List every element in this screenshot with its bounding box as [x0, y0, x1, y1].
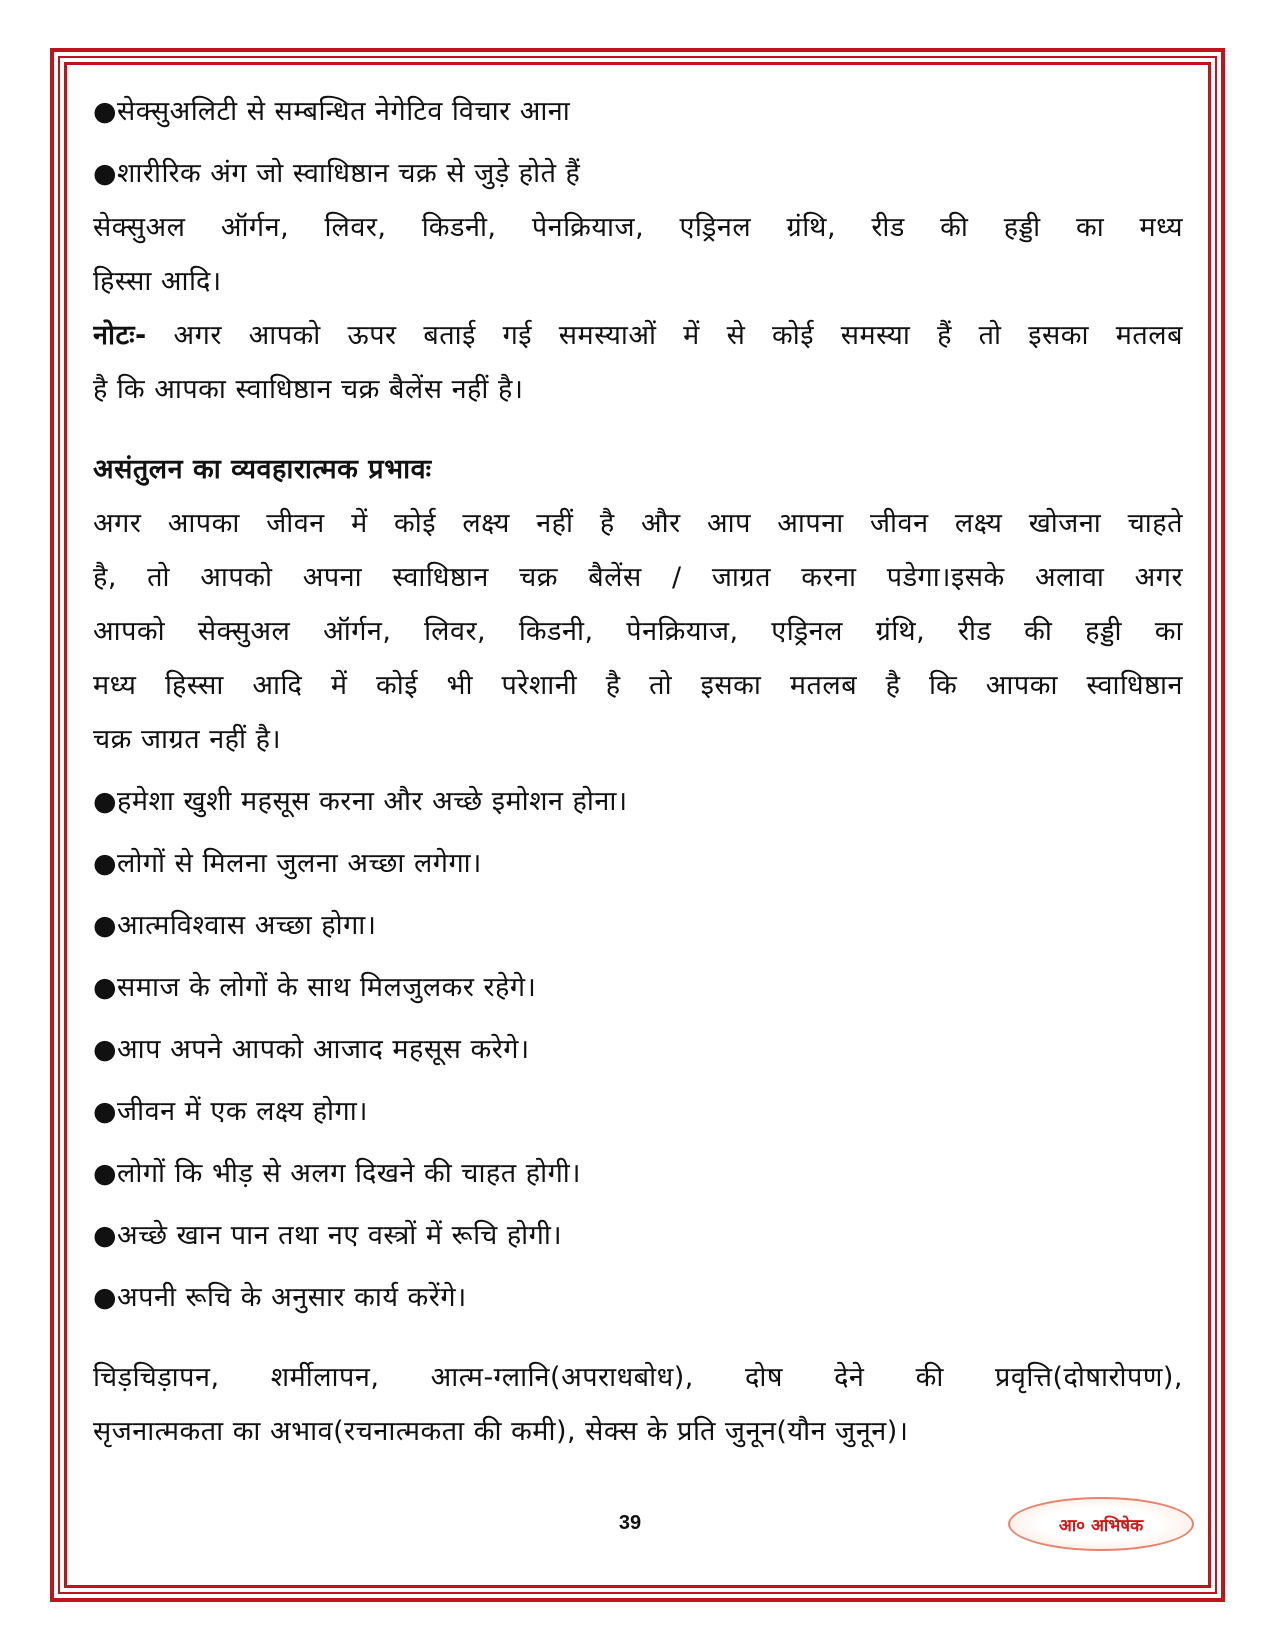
bullet-line: ●शारीरिक अंग जो स्वाधिष्ठान चक्र से जुड़े होते हैं — [93, 158, 581, 189]
text-line: हिस्सा आदि। — [93, 266, 222, 297]
list-item: ●हमेशा खुशी महसूस करना और अच्छे इमोशन होना। — [93, 786, 628, 817]
list-item: ●आप अपने आपको आजाद महसूस करेगे। — [93, 1034, 530, 1065]
list-item: ●लोगों कि भीड़ से अलग दिखने की चाहत होगी। — [93, 1158, 581, 1189]
page-number: 39 — [618, 1512, 642, 1534]
text-line: सेक्सुअल ऑर्गन, लिवर, किडनी, पेनक्रियाज, एड्रिनल ग्रंथि, रीड की हड्डी का मध्य — [93, 212, 1183, 243]
list-item: ●लोगों से मिलना जुलना अच्छा लगेगा। — [93, 848, 482, 879]
list-item: ●अपनी रूचि के अनुसार कार्य करेंगे। — [93, 1282, 467, 1313]
note-text: अगर आपको ऊपर बताई गई समस्याओं में से कोई समस्या हैं तो इसका मतलब — [173, 320, 1183, 351]
author-name: आ० अभिषेक — [1058, 1515, 1144, 1536]
paragraph-line: मध्य हिस्सा आदि में कोई भी परेशानी है तो इसका मतलब है कि आपका स्वाधिष्ठान — [93, 670, 1183, 701]
list-item: ●समाज के लोगों के साथ मिलजुलकर रहेगे। — [93, 972, 537, 1003]
paragraph-line: अगर आपका जीवन में कोई लक्ष्य नहीं है और आप आपना जीवन लक्ष्य खोजना चाहते — [93, 508, 1183, 539]
paragraph-line: चक्र जाग्रत नहीं है। — [93, 724, 282, 755]
closing-line: सृजनात्मकता का अभाव(रचनात्मकता की कमी), सेक्स के प्रति जुनून(यौन जुनून)। — [93, 1416, 909, 1447]
paragraph-line: है, तो आपको अपना स्वाधिष्ठान चक्र बैलेंस / जाग्रत करना पडेगा।इसके अलावा अगर — [93, 562, 1183, 593]
section-heading: असंतुलन का व्यवहारात्मक प्रभावः — [93, 454, 432, 485]
paragraph-line: आपको सेक्सुअल ऑर्गन, लिवर, किडनी, पेनक्रियाज, एड्रिनल ग्रंथि, रीड की हड्डी का — [93, 616, 1183, 647]
list-item: ●जीवन में एक लक्ष्य होगा। — [93, 1096, 368, 1127]
bullet-line: ●सेक्सुअलिटी से सम्बन्धित नेगेटिव विचार आना — [93, 96, 571, 127]
author-badge — [1008, 1497, 1194, 1551]
page-content — [93, 85, 1183, 1459]
note-label: नोटः- — [93, 320, 147, 351]
closing-line: चिड़चिड़ापन, शर्मीलापन, आत्म-ग्लानि(अपराधबोध), दोष देने की प्रवृत्ति(दोषारोपण), — [93, 1362, 1183, 1393]
list-item: ●अच्छे खान पान तथा नए वस्त्रों में रूचि होगी। — [93, 1220, 563, 1251]
text-line: है कि आपका स्वाधिष्ठान चक्र बैलेंस नहीं है। — [93, 374, 524, 405]
note-line — [93, 309, 1183, 363]
list-item: ●आत्मविश्वास अच्छा होगा। — [93, 910, 377, 941]
